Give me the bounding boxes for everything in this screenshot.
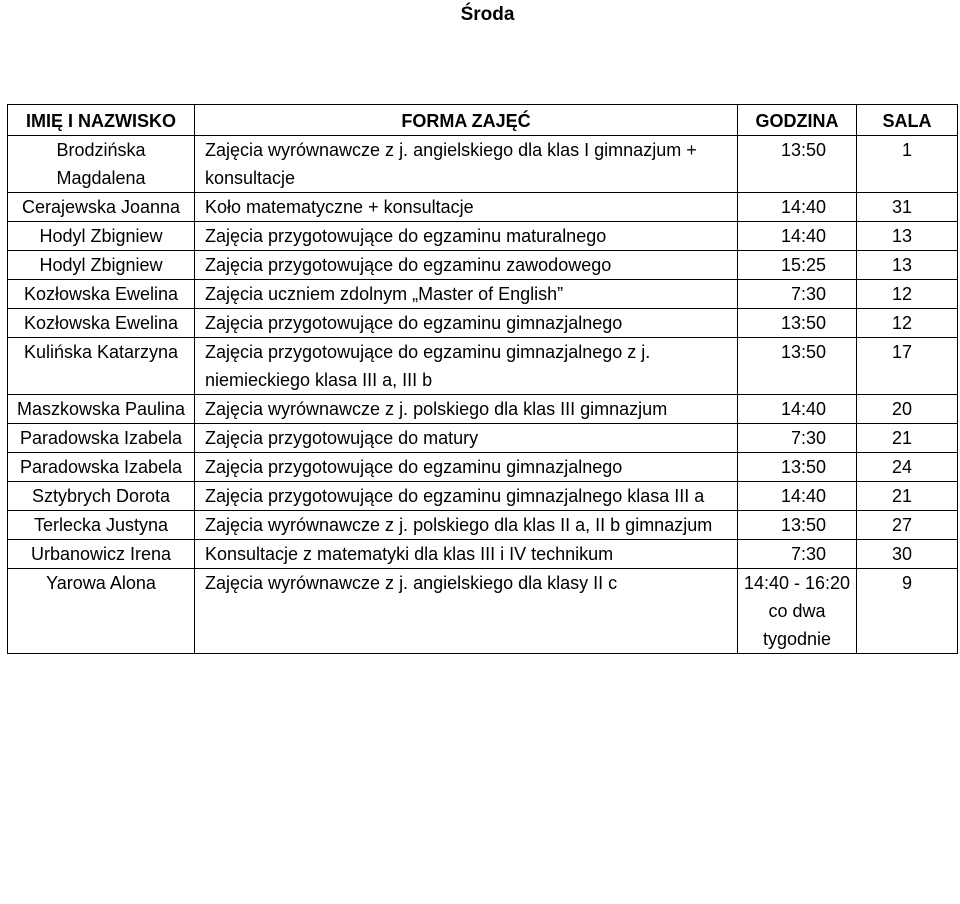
cell-name: Hodyl Zbigniew — [8, 251, 195, 280]
cell-time: 14:40 — [738, 193, 857, 222]
cell-name: Maszkowska Paulina — [8, 395, 195, 424]
page-title: Środa — [460, 4, 515, 25]
cell-name: Yarowa Alona — [8, 569, 195, 654]
table-row — [8, 569, 958, 654]
cell-name: Sztybrych Dorota — [8, 482, 195, 511]
table-row — [8, 540, 958, 569]
cell-form: Zajęcia przygotowujące do egzaminu gimnazjalnego klasa III a — [195, 482, 738, 511]
cell-room: 30 — [857, 540, 958, 569]
table-row — [8, 136, 958, 193]
cell-room: 13 — [857, 222, 958, 251]
header-form: FORMA ZAJĘĆ — [195, 105, 738, 136]
header-name: IMIĘ I NAZWISKO — [8, 105, 195, 136]
cell-room: 1 — [857, 136, 958, 193]
table-row — [8, 280, 958, 309]
cell-name: Cerajewska Joanna — [8, 193, 195, 222]
table-row — [8, 453, 958, 482]
cell-form: Zajęcia przygotowujące do egzaminu gimnazjalnego — [195, 309, 738, 338]
cell-time: 13:50 — [738, 309, 857, 338]
cell-name: Hodyl Zbigniew — [8, 222, 195, 251]
schedule-table — [7, 104, 958, 654]
cell-time: 14:40 — [738, 395, 857, 424]
cell-room: 13 — [857, 251, 958, 280]
header-time: GODZINA — [738, 105, 857, 136]
cell-form: Zajęcia wyrównawcze z j. angielskiego dla klas I gimnazjum + konsultacje — [195, 136, 738, 193]
cell-form: Zajęcia przygotowujące do egzaminu gimnazjalnego — [195, 453, 738, 482]
cell-time: 13:50 — [738, 136, 857, 193]
cell-time: 15:25 — [738, 251, 857, 280]
cell-form: Zajęcia przygotowujące do egzaminu gimnazjalnego z j. niemieckiego klasa III a, III b — [195, 338, 738, 395]
table-row — [8, 482, 958, 511]
table-row — [8, 395, 958, 424]
cell-form: Zajęcia wyrównawcze z j. angielskiego dla klasy II c — [195, 569, 738, 654]
cell-time: 14:40 - 16:20 co dwa tygodnie — [738, 569, 857, 654]
cell-form: Koło matematyczne + konsultacje — [195, 193, 738, 222]
cell-time: 7:30 — [738, 424, 857, 453]
cell-time: 13:50 — [738, 453, 857, 482]
cell-name: Urbanowicz Irena — [8, 540, 195, 569]
cell-time: 13:50 — [738, 338, 857, 395]
cell-name: Kulińska Katarzyna — [8, 338, 195, 395]
cell-room: 21 — [857, 424, 958, 453]
cell-room: 21 — [857, 482, 958, 511]
cell-name: Paradowska Izabela — [8, 424, 195, 453]
cell-form: Konsultacje z matematyki dla klas III i IV technikum — [195, 540, 738, 569]
cell-room: 12 — [857, 280, 958, 309]
cell-form: Zajęcia wyrównawcze z j. polskiego dla klas III gimnazjum — [195, 395, 738, 424]
cell-time: 7:30 — [738, 540, 857, 569]
cell-name: Paradowska Izabela — [8, 453, 195, 482]
cell-time: 7:30 — [738, 280, 857, 309]
cell-form: Zajęcia przygotowujące do egzaminu maturalnego — [195, 222, 738, 251]
table-row — [8, 424, 958, 453]
cell-room: 20 — [857, 395, 958, 424]
cell-form: Zajęcia uczniem zdolnym „Master of English” — [195, 280, 738, 309]
cell-time: 14:40 — [738, 482, 857, 511]
cell-room: 27 — [857, 511, 958, 540]
table-row — [8, 338, 958, 395]
cell-room: 24 — [857, 453, 958, 482]
cell-name: Brodzińska Magdalena — [8, 136, 195, 193]
table-header-row — [8, 105, 958, 136]
table-row — [8, 222, 958, 251]
cell-form: Zajęcia przygotowujące do egzaminu zawodowego — [195, 251, 738, 280]
cell-name: Kozłowska Ewelina — [8, 280, 195, 309]
cell-room: 17 — [857, 338, 958, 395]
cell-form: Zajęcia wyrównawcze z j. polskiego dla klas II a, II b gimnazjum — [195, 511, 738, 540]
cell-name: Kozłowska Ewelina — [8, 309, 195, 338]
cell-room: 31 — [857, 193, 958, 222]
cell-room: 9 — [857, 569, 958, 654]
table-row — [8, 511, 958, 540]
cell-time: 13:50 — [738, 511, 857, 540]
header-room: SALA — [857, 105, 958, 136]
cell-room: 12 — [857, 309, 958, 338]
cell-name: Terlecka Justyna — [8, 511, 195, 540]
cell-time: 14:40 — [738, 222, 857, 251]
table-row — [8, 193, 958, 222]
cell-form: Zajęcia przygotowujące do matury — [195, 424, 738, 453]
table-row — [8, 309, 958, 338]
table-row — [8, 251, 958, 280]
